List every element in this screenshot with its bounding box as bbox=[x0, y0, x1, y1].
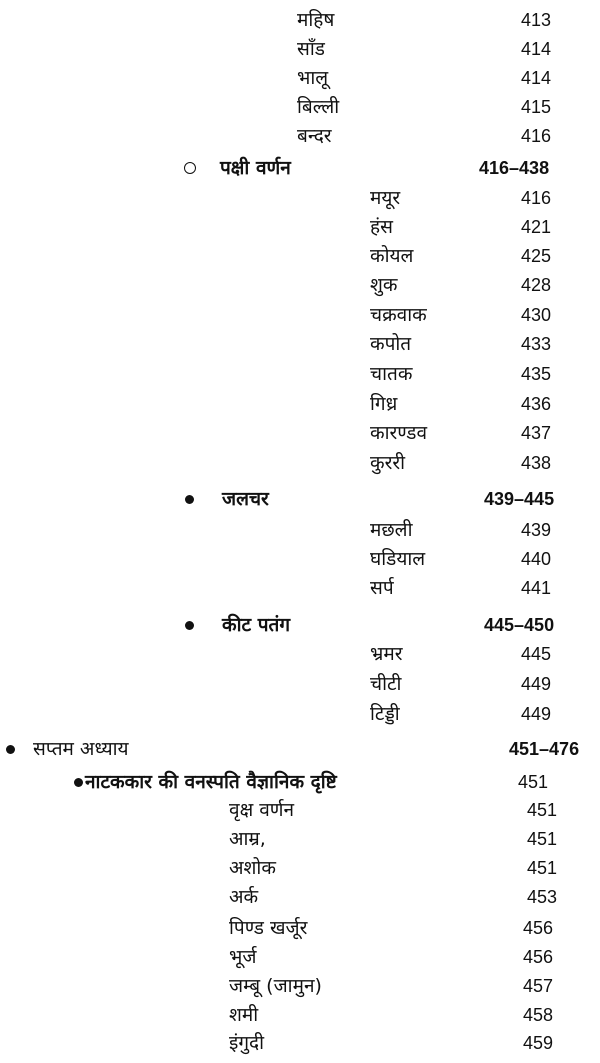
entry-label: आम्र, bbox=[229, 828, 266, 850]
toc-entry bbox=[0, 669, 600, 699]
entry-label: चीटी bbox=[370, 673, 402, 695]
entry-label: साँड bbox=[297, 38, 325, 60]
toc-entry bbox=[0, 270, 600, 300]
entry-page: 451 bbox=[527, 829, 558, 849]
entry-page: 413 bbox=[521, 10, 552, 30]
entry-label: बन्दर bbox=[297, 125, 332, 147]
section-pages: 451 bbox=[518, 772, 549, 792]
entry-label: भूर्ज bbox=[229, 946, 257, 968]
entry-page: 428 bbox=[521, 275, 552, 295]
toc-entry bbox=[0, 515, 600, 545]
toc-entry bbox=[0, 942, 600, 972]
toc-section-aquatic bbox=[0, 484, 600, 514]
entry-page: 435 bbox=[521, 364, 552, 384]
section-label: जलचर bbox=[222, 488, 269, 510]
toc-section-botany bbox=[0, 767, 600, 797]
bullet-icon bbox=[74, 778, 83, 787]
toc-entry bbox=[0, 1028, 600, 1058]
toc-entry bbox=[0, 300, 600, 330]
toc-section-insects bbox=[0, 610, 600, 640]
entry-page: 415 bbox=[521, 97, 552, 117]
circle-bullet-icon bbox=[184, 162, 196, 174]
section-label: नाटककार की वनस्पति वैज्ञानिक दृष्टि bbox=[85, 771, 337, 793]
toc-entry bbox=[0, 699, 600, 729]
toc-entry bbox=[0, 418, 600, 448]
toc-entry bbox=[0, 183, 600, 213]
entry-label: शुक bbox=[370, 274, 398, 296]
entry-label: मछली bbox=[370, 519, 413, 541]
toc-entry bbox=[0, 882, 600, 912]
entry-page: 456 bbox=[523, 918, 554, 938]
toc-entry bbox=[0, 5, 600, 35]
entry-page: 421 bbox=[521, 217, 552, 237]
bullet-icon bbox=[185, 495, 194, 504]
toc-entry bbox=[0, 573, 600, 603]
entry-page: 458 bbox=[523, 1005, 554, 1025]
entry-label: भ्रमर bbox=[370, 643, 403, 665]
entry-label: इंगुदी bbox=[229, 1032, 265, 1054]
entry-page: 436 bbox=[521, 394, 552, 414]
entry-label: अशोक bbox=[229, 857, 276, 879]
entry-label: कुररी bbox=[370, 452, 406, 474]
entry-label: अर्क bbox=[229, 886, 259, 908]
toc-entry bbox=[0, 853, 600, 883]
section-pages: 439–445 bbox=[484, 489, 555, 509]
toc-entry bbox=[0, 544, 600, 574]
entry-page: 438 bbox=[521, 453, 552, 473]
bullet-icon bbox=[185, 621, 194, 630]
entry-label: पिण्ड खर्जूर bbox=[229, 917, 308, 939]
entry-label: मयूर bbox=[370, 187, 401, 209]
toc-entry bbox=[0, 212, 600, 242]
entry-page: 459 bbox=[523, 1033, 554, 1053]
entry-label: भालू bbox=[297, 67, 329, 89]
toc-entry bbox=[0, 121, 600, 151]
section-label: पक्षी वर्णन bbox=[220, 157, 291, 179]
entry-label: कारण्डव bbox=[370, 422, 428, 444]
entry-page: 457 bbox=[523, 976, 554, 996]
entry-label: बिल्ली bbox=[297, 96, 340, 118]
entry-label: महिष bbox=[297, 9, 335, 31]
entry-label: वृक्ष वर्णन bbox=[229, 799, 295, 821]
entry-page: 414 bbox=[521, 39, 552, 59]
chapter-label: सप्तम अध्याय bbox=[33, 738, 129, 760]
toc-entry bbox=[0, 329, 600, 359]
toc-entry bbox=[0, 359, 600, 389]
toc-chapter-seven bbox=[0, 734, 600, 764]
entry-page: 416 bbox=[521, 126, 552, 146]
entry-page: 414 bbox=[521, 68, 552, 88]
toc-entry bbox=[0, 639, 600, 669]
entry-label: जम्बू (जामुन) bbox=[229, 975, 322, 997]
entry-label: गिध्र bbox=[370, 393, 398, 415]
bullet-icon bbox=[6, 745, 15, 754]
entry-page: 449 bbox=[521, 704, 552, 724]
entry-page: 416 bbox=[521, 188, 552, 208]
entry-page: 453 bbox=[527, 887, 558, 907]
toc-entry bbox=[0, 1000, 600, 1030]
entry-page: 451 bbox=[527, 858, 558, 878]
entry-label: कपोत bbox=[370, 333, 412, 355]
entry-page: 456 bbox=[523, 947, 554, 967]
entry-label: चातक bbox=[370, 363, 413, 385]
entry-page: 437 bbox=[521, 423, 552, 443]
entry-page: 430 bbox=[521, 305, 552, 325]
section-pages: 416–438 bbox=[479, 158, 550, 178]
toc-entry bbox=[0, 389, 600, 419]
toc-entry bbox=[0, 824, 600, 854]
entry-page: 439 bbox=[521, 520, 552, 540]
toc-entry bbox=[0, 913, 600, 943]
entry-page: 445 bbox=[521, 644, 552, 664]
entry-label: घडियाल bbox=[370, 548, 426, 570]
toc-entry bbox=[0, 63, 600, 93]
toc-section-birds bbox=[0, 153, 600, 183]
entry-page: 441 bbox=[521, 578, 552, 598]
entry-label: चक्रवाक bbox=[370, 304, 427, 326]
toc-entry bbox=[0, 92, 600, 122]
entry-page: 433 bbox=[521, 334, 552, 354]
entry-page: 451 bbox=[527, 800, 558, 820]
entry-page: 449 bbox=[521, 674, 552, 694]
toc-entry bbox=[0, 795, 600, 825]
toc-entry bbox=[0, 241, 600, 271]
chapter-pages: 451–476 bbox=[509, 739, 580, 759]
toc-entry bbox=[0, 34, 600, 64]
toc-entry bbox=[0, 448, 600, 478]
entry-label: हंस bbox=[370, 216, 393, 238]
toc-entry bbox=[0, 971, 600, 1001]
entry-page: 440 bbox=[521, 549, 552, 569]
entry-label: कोयल bbox=[370, 245, 414, 267]
entry-label: शमी bbox=[229, 1004, 259, 1026]
entry-page: 425 bbox=[521, 246, 552, 266]
section-pages: 445–450 bbox=[484, 615, 555, 635]
entry-label: टिड्डी bbox=[370, 703, 400, 725]
section-label: कीट पतंग bbox=[222, 614, 291, 636]
entry-label: सर्प bbox=[370, 577, 394, 599]
